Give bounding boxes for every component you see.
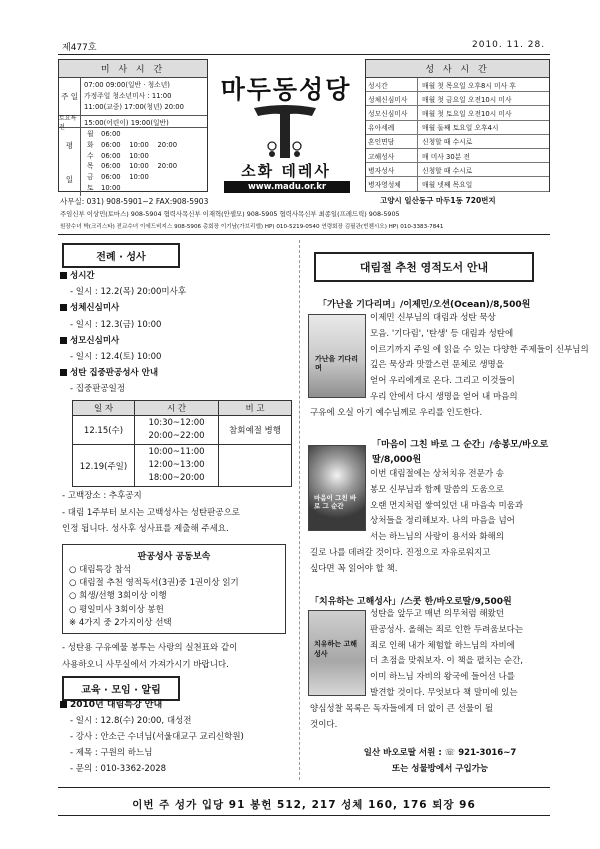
bullet-square-icon [60, 337, 67, 344]
book-2-description [310, 467, 548, 578]
book-desc-line: 우리 안에서 다시 생명을 얻어 내 마음의 [370, 391, 518, 402]
sacrament-row [366, 149, 549, 163]
penance-item: ※ 4가지 중 2가지이상 선택 [69, 617, 172, 628]
book-desc-line: 판공성사. 올해는 죄로 인한 두려움보다는 [370, 624, 524, 635]
sacrament-label: 성시간 [366, 78, 418, 91]
parish-slogan: 소화 데레사 [241, 162, 331, 180]
book-1-title: 「가난을 기다리며」/이제민/오션(Ocean)/8,500원 [318, 300, 531, 310]
book-desc-line: 구유에 오실 아기 예수님께로 우리를 인도한다. [310, 407, 483, 418]
liturgy-item-line: - 일시 : 12.4(토) 10:00 [70, 352, 162, 363]
book-desc-line: 싶다면 꼭 읽어야 할 책. [310, 563, 398, 574]
liturgy-heading-text: 성모신심미사 [70, 335, 120, 346]
sacrament-row [366, 106, 549, 120]
note-line: 인정 됩니다. 성사후 성사표를 제출해 주세요. [62, 524, 229, 534]
contact-line-3: 원장수녀 박(크리스타) 전교수녀 이에드비지스 908-5906 총회장 이기남(가브리엘) HP) 010-5219-0540 연령회장 김필관(빈첸시오) HP) 010-3383-7841 [60, 224, 444, 230]
weekday-name: 화 [87, 140, 94, 149]
weekday-name: 토 [87, 183, 94, 192]
education-line: - 제목 : 구원의 하느님 [70, 748, 153, 758]
education-body [60, 697, 292, 777]
liturgy-item-heading [60, 365, 292, 381]
sacrament-text: 매월 첫 토요일 오전10시 미사 [422, 109, 512, 118]
liturgy-title: 전례 · 성사 [62, 243, 180, 268]
penance-schedule-table [72, 400, 292, 487]
liturgy-heading-text: 성시간 [70, 271, 95, 281]
mass-time-box [58, 59, 208, 192]
weekday-list [81, 128, 207, 196]
header-rule [58, 234, 550, 235]
table-header: 비 고 [219, 401, 292, 416]
book-desc-line: 것이다. [310, 719, 338, 730]
weekday-block [59, 128, 207, 196]
book-desc-line: 이미 하느님 자비의 왕국에 들어선 나를 [370, 672, 515, 683]
penance-item: ○ 대림특강 참석 [69, 565, 132, 575]
weekday-times: 10:00 [101, 183, 121, 192]
after-table-notes [62, 488, 294, 538]
sacrament-label: 혼인면담 [366, 135, 418, 148]
footer-rule [58, 787, 550, 788]
liturgy-heading-text: 성탄 집중판공성사 안내 [70, 368, 159, 379]
book-3-title: 「치유하는 고해성사」/스콧 한/바오로딸/9,500원 [310, 597, 512, 607]
sacrament-text: 매월 첫 목요일 오후8시 미사 후 [422, 81, 516, 90]
note-line: - 대림 1주부터 보시는 고백성사는 성탄판공으로 [62, 507, 240, 518]
sunday-line: 11:00(교중) 17:00(청년) 20:00 [84, 103, 184, 111]
weekday-label-top: 평 [65, 140, 74, 150]
time-slot: 10:00~11:00 [148, 447, 205, 457]
issue-date: 2010. 11. 28. [472, 40, 546, 50]
penance-item: ○ 희생/선행 3회이상 이행 [69, 591, 167, 602]
sacrament-time-box [365, 59, 550, 192]
sacrament-text: 매월 첫 금요일 오전10시 미사 [422, 95, 512, 104]
weekday-row [87, 151, 207, 162]
weekday-times: 06:00 10:00 [101, 151, 149, 160]
contact-line-1: 사무실: 031) 908-5901~2 FAX:908-5903 [60, 197, 209, 206]
sacrament-row [366, 163, 549, 177]
weekday-times: 06:00 10:00 20:00 [101, 140, 178, 149]
mass-time-title: 미 사 시 간 [59, 60, 207, 78]
sacrament-label: 병자영성체 [366, 177, 418, 190]
sacrament-label: 고해성사 [366, 149, 418, 162]
weekday-name: 목 [87, 162, 94, 171]
penance-item: ○ 평일미사 3회이상 봉헌 [69, 604, 164, 615]
closing-line: 사용하오니 사무실에서 가져가시기 바랍니다. [62, 659, 229, 670]
bullet-square-icon [60, 701, 67, 708]
sacrament-text: 신청할 때 수시로 [422, 166, 473, 175]
table-header: 일 자 [73, 401, 135, 416]
book-2-cover-title: 마음이 그친 바로 그 순간 [314, 494, 357, 510]
purchase-line-1: 일산 바오로딸 서원 : ☏ 921-3016~7 [363, 748, 517, 758]
sunday-line: 가정주일 청소년미사 : 11:00 [84, 92, 172, 100]
weekday-times: 06:00 [101, 130, 121, 138]
sacrament-text: 매 미사 30분 전 [422, 152, 470, 161]
sacrament-label: 병자성사 [366, 163, 418, 176]
book-desc-line: 이번 대림절에는 상처치유 전문가 송 [370, 469, 504, 479]
note-line: - 고백장소 : 추후공지 [62, 491, 142, 501]
book-desc-line: 상처들을 정리해보자. 나의 마음을 넘어 [370, 516, 515, 527]
penance-box-title: 판공성사 공동보속 [137, 552, 211, 562]
book-desc-line: 이르기까지 주일 에 읽을 수 있는 다양한 주제들이 신부님의 [370, 344, 589, 355]
weekday-times: 06:00 10:00 [101, 173, 149, 182]
books-title: 대림절 추천 영적도서 안내 [314, 252, 534, 282]
purchase-line-2: 또는 성물방에서 구입가능 [391, 764, 489, 774]
time-slot: 12:00~13:00 [148, 460, 205, 470]
education-title: 교육 · 모임 · 알림 [62, 676, 180, 701]
book-desc-line: 길로 나를 데려갈 것이다. 진정으로 자유로워지고 [310, 547, 491, 558]
purchase-info [330, 745, 550, 777]
parish-name: 마두동성당 [220, 75, 352, 104]
weekday-label-bottom: 일 [65, 174, 74, 184]
book-desc-line: 이제민 신부님의 대림과 성탄 묵상 [370, 313, 496, 323]
book-2-title: 「마음이 그친 바로 그 순간」/송봉모/바오로딸/8,000원 [372, 440, 549, 465]
liturgy-items [60, 268, 292, 398]
liturgy-item-line: - 집중판공일정 [70, 384, 126, 395]
sacrament-text: 매월 둘째 토요일 오후4시 [422, 124, 499, 133]
time-slot: 18:00~20:00 [148, 473, 205, 483]
closing-notes [62, 640, 294, 673]
sacrament-row [366, 135, 549, 149]
column-divider [299, 240, 300, 780]
liturgy-item-heading [60, 268, 292, 284]
book-3-cover-title: 치유하는 고해성사 [314, 640, 358, 658]
sacrament-row [366, 121, 549, 135]
book-desc-line: 성탄을 앞두고 매년 의무처럼 해왔던 [370, 609, 504, 619]
saturday-label: 토요특전 [59, 116, 81, 127]
table-row [73, 445, 292, 487]
cross-logo-icon [250, 100, 320, 162]
footer-rule-bottom [58, 815, 550, 816]
sacrament-label: 유아세례 [366, 121, 418, 134]
liturgy-item-line: - 일시 : 12.2(목) 20:00미사후 [70, 287, 187, 298]
contact-line-2: 주임신부 이상민(토마스) 908-5904 협력사목신부 이재혁(안셀모) 908-5905 협력사목신부 최종일(프레드릭) 908-5905 [60, 210, 400, 218]
sacrament-rows [366, 78, 549, 192]
saturday-row [59, 114, 207, 131]
book-desc-line: 모음. '기다림', '탄생' 등 대림과 성탄에 [370, 328, 514, 339]
book-desc-line: 양심성찰 목록은 독자들에게 더 없이 큰 선물이 될 [310, 703, 494, 714]
penance-common-box [62, 544, 286, 634]
book-1-description [310, 311, 589, 422]
book-desc-line: 죄로 인해 내가 체험할 하느님의 자비에 [370, 640, 515, 651]
penance-item: ○ 대림절 추천 영적독서(3권)중 1권이상 읽기 [69, 578, 239, 589]
time-slot: 20:00~22:00 [148, 431, 205, 441]
parish-url[interactable]: www.madu.or.kr [224, 181, 350, 193]
weekday-row [87, 129, 207, 140]
weekday-row [87, 161, 207, 172]
time-slot: 10:30~12:00 [148, 418, 205, 428]
book-desc-line: 깊은 묵상과 맛깔스런 문체로 생명을 [370, 360, 504, 371]
sacrament-text: 신청할 때 수시로 [422, 138, 473, 147]
sacrament-row [366, 92, 549, 106]
table-cell-times [135, 445, 219, 487]
weekday-name: 수 [87, 151, 94, 160]
book-desc-line: 발견할 것이다. 무엇보다 책 말미에 있는 [370, 687, 518, 698]
liturgy-item-heading [60, 333, 292, 349]
table-cell-date: 12.19(주일) [73, 445, 135, 487]
education-line: - 문의 : 010-3362-2028 [70, 764, 167, 774]
sacrament-text: 매월 넷째 목요일 [422, 180, 473, 189]
weekday-name: 금 [87, 173, 94, 182]
education-heading: 2010년 대림특강 안내 [70, 700, 163, 710]
book-1-cover-title: 가난을 기다리며 [315, 355, 359, 372]
issue-number: 제477호 [62, 43, 97, 53]
sunday-line: 07:00 09:00(일반 · 청소년) [84, 81, 170, 89]
table-header: 시 간 [135, 401, 219, 416]
liturgy-heading-text: 성체신심미사 [70, 303, 120, 314]
weekday-row [87, 172, 207, 183]
liturgy-item-heading [60, 300, 292, 316]
book-desc-line: 오랜 먼지처럼 쌓여있던 내 마음속 미움과 [370, 500, 524, 511]
parish-address: 고양시 일산동구 마두1동 720번지 [380, 196, 496, 205]
hymn-footer: 이번 주 성가 입당 91 봉헌 512, 217 성체 160, 176 퇴장 96 [132, 799, 476, 811]
weekday-row [87, 183, 207, 194]
book-3-description [310, 607, 548, 733]
table-cell-note: 참회예절 병행 [219, 416, 292, 445]
bullet-square-icon [60, 369, 67, 376]
sunday-label: 주 일 [59, 78, 81, 115]
weekday-row [87, 140, 207, 151]
table-cell-date: 12.15(수) [73, 416, 135, 445]
penance-box-items [69, 564, 279, 630]
table-cell-note [219, 445, 292, 487]
sacrament-time-title: 성 사 시 간 [366, 60, 549, 78]
weekday-name: 월 [87, 130, 94, 138]
sacrament-label: 성체신심미사 [366, 92, 418, 105]
liturgy-item-line: - 일시 : 12.3(금) 10:00 [70, 319, 162, 330]
bullet-square-icon [60, 304, 67, 311]
book-desc-line: 봉모 신부님과 함께 말씀의 도움으로 [370, 484, 504, 495]
book-desc-line: 더 초점을 맞춰보자. 이 책을 펼치는 순간, [370, 656, 523, 667]
table-cell-times [135, 416, 219, 445]
sunday-row [59, 78, 207, 116]
sacrament-row [366, 78, 549, 92]
sacrament-label: 성모신심미사 [366, 106, 418, 119]
table-row [73, 416, 292, 445]
saturday-line: 15:00(어린이) 19:00(일반) [84, 119, 169, 127]
closing-line: - 성탄용 구유예물 봉투는 사랑의 실천표와 같이 [62, 643, 238, 653]
sacrament-row [366, 177, 549, 191]
weekday-times: 06:00 10:00 20:00 [101, 162, 178, 171]
education-line: - 강사 : 안소근 수녀님(서울대교구 교리신학원) [70, 732, 244, 742]
bullet-square-icon [60, 272, 67, 279]
book-desc-line: 얻어 우리에게로 온다. 그리고 이것들이 [370, 376, 515, 387]
book-desc-line: 서는 하느님의 사랑이 용서와 화해의 [370, 532, 504, 543]
top-rule [58, 54, 550, 55]
education-line: - 일시 : 12.8(수) 20:00, 대성전 [70, 716, 192, 726]
